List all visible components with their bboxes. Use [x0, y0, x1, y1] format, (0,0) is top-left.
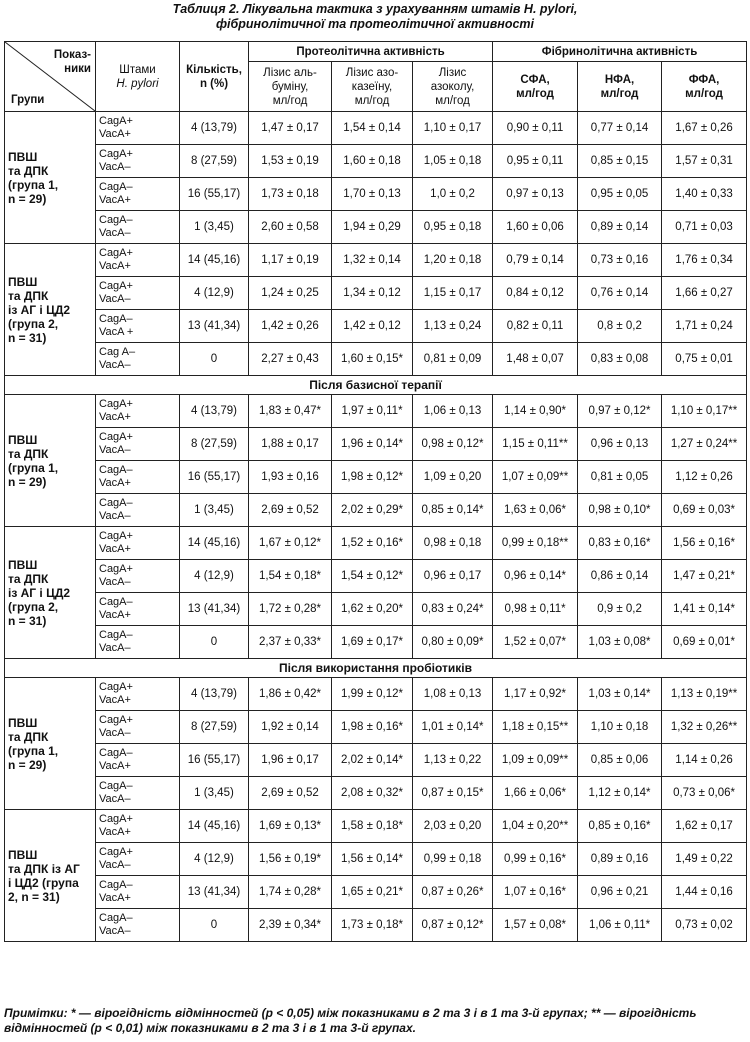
- value-cell: 1,05 ± 0,18: [413, 145, 493, 178]
- value-cell: 0,96 ± 0,13: [578, 428, 662, 461]
- value-cell: 1,88 ± 0,17: [249, 428, 332, 461]
- value-cell: 2,08 ± 0,32*: [332, 777, 413, 810]
- strain-cell: CagA– VacA+: [96, 178, 180, 211]
- value-cell: 1,04 ± 0,20**: [493, 810, 578, 843]
- section-row: [5, 376, 747, 395]
- value-cell: 1,52 ± 0,07*: [493, 626, 578, 659]
- value-cell: 1,97 ± 0,11*: [332, 395, 413, 428]
- value-cell: 1,96 ± 0,17: [249, 744, 332, 777]
- value-cell: 1,07 ± 0,16*: [493, 876, 578, 909]
- strains-header-word: Штами: [119, 63, 156, 76]
- count-cell: 1 (3,45): [180, 211, 249, 244]
- value-cell: 1,66 ± 0,06*: [493, 777, 578, 810]
- value-cell: 1,09 ± 0,20: [413, 461, 493, 494]
- value-cell: 0,97 ± 0,12*: [578, 395, 662, 428]
- value-cell: 0,81 ± 0,05: [578, 461, 662, 494]
- table-row: [5, 145, 747, 178]
- group-label: ПВШ та ДПК із АГ і ЦД2 (група 2, n = 31): [5, 527, 96, 659]
- value-cell: 2,03 ± 0,20: [413, 810, 493, 843]
- value-cell: 0,81 ± 0,09: [413, 343, 493, 376]
- group-label: ПВШ та ДПК (група 1, n = 29): [5, 395, 96, 527]
- table-row: [5, 178, 747, 211]
- value-cell: 1,60 ± 0,15*: [332, 343, 413, 376]
- value-cell: 0,89 ± 0,14: [578, 211, 662, 244]
- value-cell: 0,99 ± 0,16*: [493, 843, 578, 876]
- count-cell: 4 (13,79): [180, 112, 249, 145]
- count-cell: 4 (13,79): [180, 678, 249, 711]
- col-header-azocasein: Лізис азо- казеїну, мл/год: [332, 62, 413, 112]
- value-cell: 1,52 ± 0,16*: [332, 527, 413, 560]
- caption-line-2: фібринолітичної та протеолітичної активності: [215, 17, 534, 31]
- value-cell: 1,99 ± 0,12*: [332, 678, 413, 711]
- table-row: [5, 277, 747, 310]
- value-cell: 0,99 ± 0,18**: [493, 527, 578, 560]
- value-cell: 1,32 ± 0,14: [332, 244, 413, 277]
- value-cell: 1,56 ± 0,14*: [332, 843, 413, 876]
- value-cell: 2,02 ± 0,14*: [332, 744, 413, 777]
- value-cell: 0,95 ± 0,18: [413, 211, 493, 244]
- value-cell: 0,79 ± 0,14: [493, 244, 578, 277]
- table-row: [5, 112, 747, 145]
- strain-cell: CagA– VacA+: [96, 461, 180, 494]
- value-cell: 1,92 ± 0,14: [249, 711, 332, 744]
- table-body: [5, 112, 747, 942]
- value-cell: 1,18 ± 0,15**: [493, 711, 578, 744]
- value-cell: 1,60 ± 0,06: [493, 211, 578, 244]
- strain-cell: CagA– VacA–: [96, 494, 180, 527]
- group-label: ПВШ та ДПК із АГ і ЦД2 (група 2, n = 31): [5, 810, 96, 942]
- strain-cell: CagA+ VacA–: [96, 843, 180, 876]
- value-cell: 1,98 ± 0,16*: [332, 711, 413, 744]
- value-cell: 1,65 ± 0,21*: [332, 876, 413, 909]
- value-cell: 2,39 ± 0,34*: [249, 909, 332, 942]
- value-cell: 0,99 ± 0,18: [413, 843, 493, 876]
- count-cell: 13 (41,34): [180, 876, 249, 909]
- caption-line-1: Таблиця 2. Лікувальна тактика з урахуванням штамів H. pylori,: [172, 2, 578, 16]
- col-header-sfa: СФА, мл/год: [493, 62, 578, 112]
- value-cell: 2,69 ± 0,52: [249, 777, 332, 810]
- section-title: Після використання пробіотиків: [5, 659, 747, 678]
- value-cell: 1,27 ± 0,24**: [662, 428, 747, 461]
- value-cell: 0,82 ± 0,11: [493, 310, 578, 343]
- count-cell: 8 (27,59): [180, 711, 249, 744]
- value-cell: 1,73 ± 0,18: [249, 178, 332, 211]
- value-cell: 1,73 ± 0,18*: [332, 909, 413, 942]
- table-row: [5, 494, 747, 527]
- strain-cell: CagA– VacA+: [96, 876, 180, 909]
- strains-header-label: [99, 63, 176, 91]
- value-cell: 1,09 ± 0,09**: [493, 744, 578, 777]
- corner-header-cell: [5, 42, 96, 112]
- value-cell: 0,97 ± 0,13: [493, 178, 578, 211]
- proteolytic-header: Протеолітична активність: [249, 42, 493, 62]
- value-cell: 1,24 ± 0,25: [249, 277, 332, 310]
- value-cell: 1,15 ± 0,11**: [493, 428, 578, 461]
- table-row: [5, 244, 747, 277]
- table-row: [5, 711, 747, 744]
- value-cell: 1,13 ± 0,19**: [662, 678, 747, 711]
- strain-cell: CagA+ VacA+: [96, 527, 180, 560]
- value-cell: 1,96 ± 0,14*: [332, 428, 413, 461]
- value-cell: 0,85 ± 0,15: [578, 145, 662, 178]
- strain-cell: CagA+ VacA–: [96, 711, 180, 744]
- count-header: Кількість, n (%): [180, 42, 249, 112]
- value-cell: 1,54 ± 0,12*: [332, 560, 413, 593]
- table-notes: Примітки: * — вірогідність відмінностей (p < 0,05) між показниками в 2 та 3 і в 1 та 3-й групах; ** — вірогідність відмінностей (p < 0,01) між показниками в 2 та 3 і в 1 та 3-й групах.: [4, 1006, 697, 1035]
- value-cell: 1,69 ± 0,17*: [332, 626, 413, 659]
- table-row: [5, 777, 747, 810]
- strain-cell: CagA– VacA–: [96, 626, 180, 659]
- value-cell: 1,62 ± 0,20*: [332, 593, 413, 626]
- strain-cell: CagA+ VacA+: [96, 678, 180, 711]
- strain-cell: Cag A– VacA–: [96, 343, 180, 376]
- value-cell: 0,98 ± 0,12*: [413, 428, 493, 461]
- value-cell: 0,90 ± 0,11: [493, 112, 578, 145]
- table-row: [5, 527, 747, 560]
- count-cell: 13 (41,34): [180, 310, 249, 343]
- value-cell: 0,80 ± 0,09*: [413, 626, 493, 659]
- strain-cell: CagA+ VacA–: [96, 560, 180, 593]
- value-cell: 1,15 ± 0,17: [413, 277, 493, 310]
- table-header: [5, 42, 747, 112]
- corner-indicators-label: Показ- ники: [53, 49, 91, 75]
- group-label: ПВШ та ДПК із АГ і ЦД2 (група 2, n = 31): [5, 244, 96, 376]
- value-cell: 2,02 ± 0,29*: [332, 494, 413, 527]
- value-cell: 1,44 ± 0,16: [662, 876, 747, 909]
- value-cell: 1,48 ± 0,07: [493, 343, 578, 376]
- value-cell: 1,83 ± 0,47*: [249, 395, 332, 428]
- value-cell: 1,12 ± 0,26: [662, 461, 747, 494]
- value-cell: 1,14 ± 0,90*: [493, 395, 578, 428]
- count-cell: 1 (3,45): [180, 777, 249, 810]
- value-cell: 1,54 ± 0,14: [332, 112, 413, 145]
- count-cell: 16 (55,17): [180, 744, 249, 777]
- strain-cell: CagA– VacA–: [96, 211, 180, 244]
- value-cell: 0,98 ± 0,11*: [493, 593, 578, 626]
- value-cell: 1,69 ± 0,13*: [249, 810, 332, 843]
- strain-cell: CagA+ VacA–: [96, 145, 180, 178]
- section-row: [5, 659, 747, 678]
- value-cell: 2,69 ± 0,52: [249, 494, 332, 527]
- value-cell: 0,95 ± 0,05: [578, 178, 662, 211]
- value-cell: 0,84 ± 0,12: [493, 277, 578, 310]
- value-cell: 0,69 ± 0,01*: [662, 626, 747, 659]
- col-header-albumin: Лізис аль- буміну, мл/год: [249, 62, 332, 112]
- count-cell: 0: [180, 626, 249, 659]
- value-cell: 0,89 ± 0,16: [578, 843, 662, 876]
- strain-cell: CagA– VacA +: [96, 310, 180, 343]
- value-cell: 1,06 ± 0,11*: [578, 909, 662, 942]
- value-cell: 1,62 ± 0,17: [662, 810, 747, 843]
- strain-cell: CagA+ VacA+: [96, 112, 180, 145]
- group-label: ПВШ та ДПК (група 1, n = 29): [5, 678, 96, 810]
- value-cell: 1,0 ± 0,2: [413, 178, 493, 211]
- value-cell: 0,85 ± 0,14*: [413, 494, 493, 527]
- strain-cell: CagA– VacA–: [96, 777, 180, 810]
- count-cell: 4 (12,9): [180, 560, 249, 593]
- value-cell: 2,27 ± 0,43: [249, 343, 332, 376]
- value-cell: 1,66 ± 0,27: [662, 277, 747, 310]
- count-cell: 16 (55,17): [180, 461, 249, 494]
- table-row: [5, 461, 747, 494]
- value-cell: 1,10 ± 0,17**: [662, 395, 747, 428]
- value-cell: 1,10 ± 0,17: [413, 112, 493, 145]
- value-cell: 1,57 ± 0,31: [662, 145, 747, 178]
- value-cell: 0,83 ± 0,08: [578, 343, 662, 376]
- table-row: [5, 428, 747, 461]
- strain-cell: CagA+ VacA–: [96, 277, 180, 310]
- value-cell: 1,93 ± 0,16: [249, 461, 332, 494]
- table-row: [5, 211, 747, 244]
- value-cell: 0,96 ± 0,14*: [493, 560, 578, 593]
- count-cell: 8 (27,59): [180, 145, 249, 178]
- value-cell: 1,42 ± 0,26: [249, 310, 332, 343]
- value-cell: 1,03 ± 0,14*: [578, 678, 662, 711]
- count-cell: 14 (45,16): [180, 810, 249, 843]
- value-cell: 0,96 ± 0,21: [578, 876, 662, 909]
- value-cell: 1,01 ± 0,14*: [413, 711, 493, 744]
- value-cell: 2,60 ± 0,58: [249, 211, 332, 244]
- strains-header: [96, 42, 180, 112]
- strain-cell: CagA– VacA+: [96, 593, 180, 626]
- value-cell: 1,86 ± 0,42*: [249, 678, 332, 711]
- value-cell: 0,69 ± 0,03*: [662, 494, 747, 527]
- group-label: ПВШ та ДПК (група 1, n = 29): [5, 112, 96, 244]
- value-cell: 1,03 ± 0,08*: [578, 626, 662, 659]
- value-cell: 1,17 ± 0,19: [249, 244, 332, 277]
- value-cell: 1,17 ± 0,92*: [493, 678, 578, 711]
- strain-cell: CagA+ VacA–: [96, 428, 180, 461]
- value-cell: 1,94 ± 0,29: [332, 211, 413, 244]
- strain-cell: CagA+ VacA+: [96, 244, 180, 277]
- value-cell: 1,20 ± 0,18: [413, 244, 493, 277]
- count-cell: 4 (12,9): [180, 277, 249, 310]
- count-cell: 0: [180, 343, 249, 376]
- table-row: [5, 395, 747, 428]
- value-cell: 1,40 ± 0,33: [662, 178, 747, 211]
- value-cell: 0,73 ± 0,06*: [662, 777, 747, 810]
- value-cell: 1,08 ± 0,13: [413, 678, 493, 711]
- table-row: [5, 343, 747, 376]
- count-cell: 14 (45,16): [180, 527, 249, 560]
- table-row: [5, 626, 747, 659]
- table-row: [5, 876, 747, 909]
- value-cell: 0,9 ± 0,2: [578, 593, 662, 626]
- value-cell: 1,14 ± 0,26: [662, 744, 747, 777]
- count-cell: 1 (3,45): [180, 494, 249, 527]
- col-header-azocol: Лізис азоколу, мл/год: [413, 62, 493, 112]
- value-cell: 0,95 ± 0,11: [493, 145, 578, 178]
- value-cell: 1,98 ± 0,12*: [332, 461, 413, 494]
- data-table: [4, 41, 747, 942]
- value-cell: 1,57 ± 0,08*: [493, 909, 578, 942]
- table-row: [5, 843, 747, 876]
- value-cell: 1,54 ± 0,18*: [249, 560, 332, 593]
- value-cell: 1,72 ± 0,28*: [249, 593, 332, 626]
- value-cell: 1,60 ± 0,18: [332, 145, 413, 178]
- strains-header-species: H. pylori: [116, 77, 159, 90]
- table-row: [5, 310, 747, 343]
- table-row: [5, 593, 747, 626]
- value-cell: 0,83 ± 0,24*: [413, 593, 493, 626]
- value-cell: 1,10 ± 0,18: [578, 711, 662, 744]
- value-cell: 1,49 ± 0,22: [662, 843, 747, 876]
- value-cell: 0,77 ± 0,14: [578, 112, 662, 145]
- count-cell: 0: [180, 909, 249, 942]
- value-cell: 1,71 ± 0,24: [662, 310, 747, 343]
- table-row: [5, 909, 747, 942]
- value-cell: 1,07 ± 0,09**: [493, 461, 578, 494]
- value-cell: 0,86 ± 0,14: [578, 560, 662, 593]
- value-cell: 0,75 ± 0,01: [662, 343, 747, 376]
- value-cell: 1,76 ± 0,34: [662, 244, 747, 277]
- strain-cell: CagA– VacA–: [96, 909, 180, 942]
- value-cell: 0,98 ± 0,10*: [578, 494, 662, 527]
- corner-groups-label: Групи: [11, 94, 45, 106]
- value-cell: 0,8 ± 0,2: [578, 310, 662, 343]
- value-cell: 1,47 ± 0,21*: [662, 560, 747, 593]
- value-cell: 0,98 ± 0,18: [413, 527, 493, 560]
- value-cell: 1,41 ± 0,14*: [662, 593, 747, 626]
- value-cell: 0,87 ± 0,26*: [413, 876, 493, 909]
- value-cell: 1,34 ± 0,12: [332, 277, 413, 310]
- count-cell: 13 (41,34): [180, 593, 249, 626]
- value-cell: 1,32 ± 0,26**: [662, 711, 747, 744]
- value-cell: 0,83 ± 0,16*: [578, 527, 662, 560]
- value-cell: 2,37 ± 0,33*: [249, 626, 332, 659]
- value-cell: 1,67 ± 0,26: [662, 112, 747, 145]
- table-row: [5, 744, 747, 777]
- col-header-nfa: НФА, мл/год: [578, 62, 662, 112]
- value-cell: 1,56 ± 0,16*: [662, 527, 747, 560]
- strain-cell: CagA– VacA+: [96, 744, 180, 777]
- count-cell: 4 (13,79): [180, 395, 249, 428]
- value-cell: 0,85 ± 0,06: [578, 744, 662, 777]
- value-cell: 0,87 ± 0,15*: [413, 777, 493, 810]
- strain-cell: CagA+ VacA+: [96, 810, 180, 843]
- fibrinolytic-header: Фібринолітична активність: [493, 42, 747, 62]
- value-cell: 0,85 ± 0,16*: [578, 810, 662, 843]
- value-cell: 0,73 ± 0,16: [578, 244, 662, 277]
- table-row: [5, 560, 747, 593]
- value-cell: 1,74 ± 0,28*: [249, 876, 332, 909]
- value-cell: 1,70 ± 0,13: [332, 178, 413, 211]
- value-cell: 1,67 ± 0,12*: [249, 527, 332, 560]
- value-cell: 1,42 ± 0,12: [332, 310, 413, 343]
- value-cell: 1,47 ± 0,17: [249, 112, 332, 145]
- value-cell: 1,56 ± 0,19*: [249, 843, 332, 876]
- value-cell: 1,06 ± 0,13: [413, 395, 493, 428]
- value-cell: 0,71 ± 0,03: [662, 211, 747, 244]
- section-title: Після базисної терапії: [5, 376, 747, 395]
- strain-cell: CagA+ VacA+: [96, 395, 180, 428]
- value-cell: 0,96 ± 0,17: [413, 560, 493, 593]
- value-cell: 1,13 ± 0,22: [413, 744, 493, 777]
- table-caption: [0, 2, 750, 32]
- col-header-ffa: ФФА, мл/год: [662, 62, 747, 112]
- value-cell: 0,73 ± 0,02: [662, 909, 747, 942]
- count-cell: 8 (27,59): [180, 428, 249, 461]
- value-cell: 1,12 ± 0,14*: [578, 777, 662, 810]
- count-cell: 4 (12,9): [180, 843, 249, 876]
- value-cell: 1,53 ± 0,19: [249, 145, 332, 178]
- count-cell: 16 (55,17): [180, 178, 249, 211]
- table-row: [5, 678, 747, 711]
- count-cell: 14 (45,16): [180, 244, 249, 277]
- table-row: [5, 810, 747, 843]
- value-cell: 1,63 ± 0,06*: [493, 494, 578, 527]
- value-cell: 1,58 ± 0,18*: [332, 810, 413, 843]
- value-cell: 0,87 ± 0,12*: [413, 909, 493, 942]
- value-cell: 1,13 ± 0,24: [413, 310, 493, 343]
- value-cell: 0,76 ± 0,14: [578, 277, 662, 310]
